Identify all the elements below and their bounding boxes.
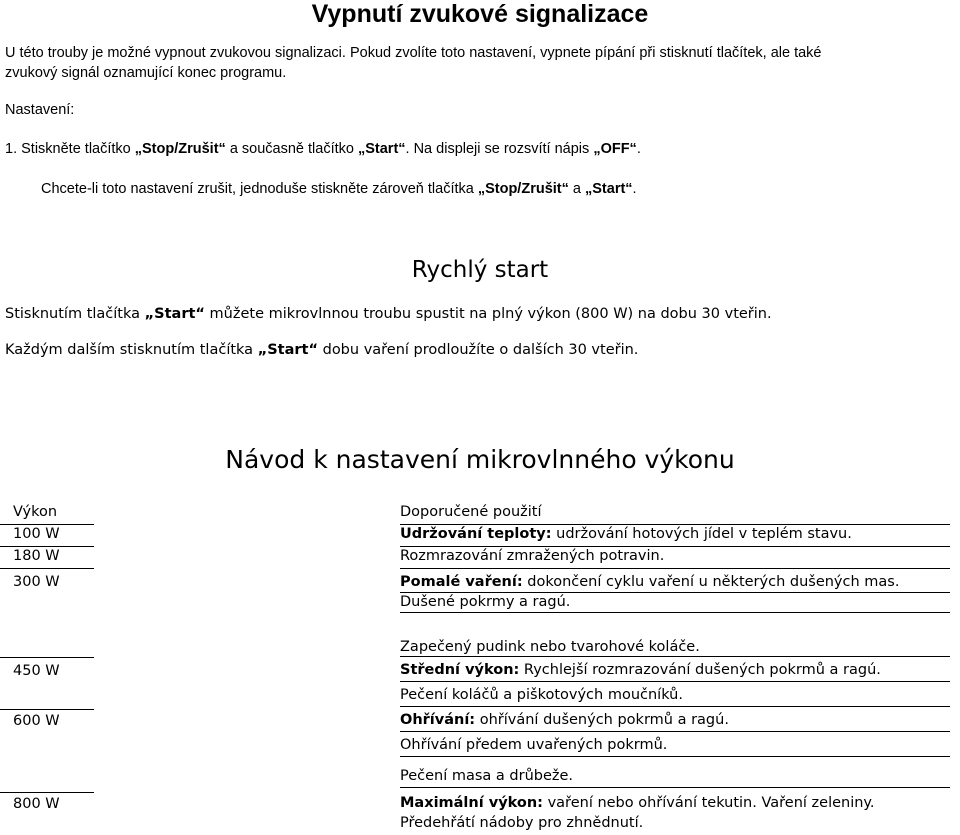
quick-line1 [5, 305, 772, 323]
use-bold: Maximální výkon: [400, 795, 543, 811]
step1-stop-button-ref: „Stop/Zrušit“ [134, 141, 226, 157]
use-extra: Ohřívání předem uvařených pokrmů. [400, 736, 950, 757]
use-bold: Pomalé vaření: [400, 574, 523, 590]
quick-line2-rest: dobu vaření prodloužíte o dalších 30 vteřin. [318, 342, 639, 358]
header-power: Výkon [0, 503, 94, 525]
section-title-quick-start: Rychlý start [411, 257, 549, 283]
table-row [0, 525, 950, 547]
use-extra: Zapečený pudink nebo tvarohové koláče. [400, 638, 950, 657]
section-title-power: Návod k nastavení mikrovlnného výkonu [225, 445, 735, 474]
table-row [0, 657, 950, 709]
step1-prefix: 1. Stiskněte tlačítko [5, 141, 135, 157]
use-extra: Předehřátí nádoby pro zhnědnutí. [400, 815, 644, 831]
power-value: 300 W [0, 569, 94, 658]
use-text: vaření nebo ohřívání tekutin. Vaření zeleniny. [542, 795, 875, 811]
use-extra: Dušené pokrmy a ragú. [400, 593, 950, 613]
step1-off-text: „OFF“ [593, 141, 637, 157]
section-title-sound: Vypnutí zvukové signalizace [311, 0, 649, 28]
use-bold: Střední výkon: [400, 662, 520, 678]
power-use [400, 792, 950, 834]
power-use [400, 525, 950, 547]
power-value: 450 W [0, 657, 94, 709]
table-row [0, 547, 950, 569]
power-value: 800 W [13, 795, 60, 812]
setup-step-1 [5, 140, 641, 158]
use-text: ohřívání dušených pokrmů a ragú. [475, 712, 729, 728]
quick-line1-start-ref: „Start“ [144, 306, 205, 322]
setup-cancel [41, 180, 637, 198]
cancel-start-button-ref: „Start“ [585, 181, 633, 197]
power-value: 600 W [0, 709, 94, 792]
power-use [400, 569, 950, 658]
use-text: udržování hotových jídel v teplém stavu. [551, 526, 852, 542]
quick-line2-start-ref: „Start“ [257, 342, 318, 358]
table-row [0, 709, 950, 792]
power-value: 180 W [0, 547, 94, 569]
use-text: dokončení cyklu vaření u některých dušených mas. [522, 574, 900, 590]
sound-intro-line1: U této trouby je možné vypnout zvukovou signalizaci. Pokud zvolíte toto nastavení, vypnete pípání při stisknutí tlačítek, ale také [5, 45, 822, 61]
quick-line2-prefix: Každým dalším stisknutím tlačítka [5, 342, 258, 358]
cancel-end: . [632, 181, 637, 197]
quick-line2 [5, 341, 638, 359]
setup-label: Nastavení: [5, 102, 75, 118]
power-use [400, 547, 950, 569]
power-use [400, 709, 950, 792]
use-text: Rychlejší rozmrazování dušených pokrmů a ragú. [519, 662, 881, 678]
cancel-prefix: Chcete-li toto nastavení zrušit, jednoduše stiskněte zároveň tlačítka [41, 181, 478, 197]
cancel-stop-button-ref: „Stop/Zrušit“ [477, 181, 569, 197]
table-row [0, 569, 950, 658]
power-use [400, 657, 950, 709]
use-bold: Ohřívání: [400, 712, 476, 728]
quick-line1-rest: můžete mikrovlnnou troubu spustit na plný výkon (800 W) na dobu 30 vteřin. [204, 306, 772, 322]
table-header-row [0, 503, 950, 525]
header-use: Doporučené použití [400, 503, 950, 525]
power-table [0, 503, 950, 834]
step1-mid2: . Na displeji se rozsvítí nápis [405, 141, 594, 157]
use-text: Rozmrazování zmražených potravin. [400, 548, 665, 564]
sound-intro-line2: zvukový signál oznamující konec programu. [5, 65, 287, 81]
step1-end: . [636, 141, 641, 157]
use-bold: Udržování teploty: [400, 526, 552, 542]
table-row [0, 792, 950, 834]
use-extra: Pečení masa a drůbeže. [400, 767, 950, 788]
cancel-mid: a [568, 181, 585, 197]
step1-start-button-ref: „Start“ [357, 141, 406, 157]
quick-line1-prefix: Stisknutím tlačítka [5, 306, 145, 322]
step1-mid: a současně tlačítko [225, 141, 358, 157]
use-extra: Pečení koláčů a piškotových moučníků. [400, 686, 950, 707]
power-value: 100 W [0, 525, 94, 547]
